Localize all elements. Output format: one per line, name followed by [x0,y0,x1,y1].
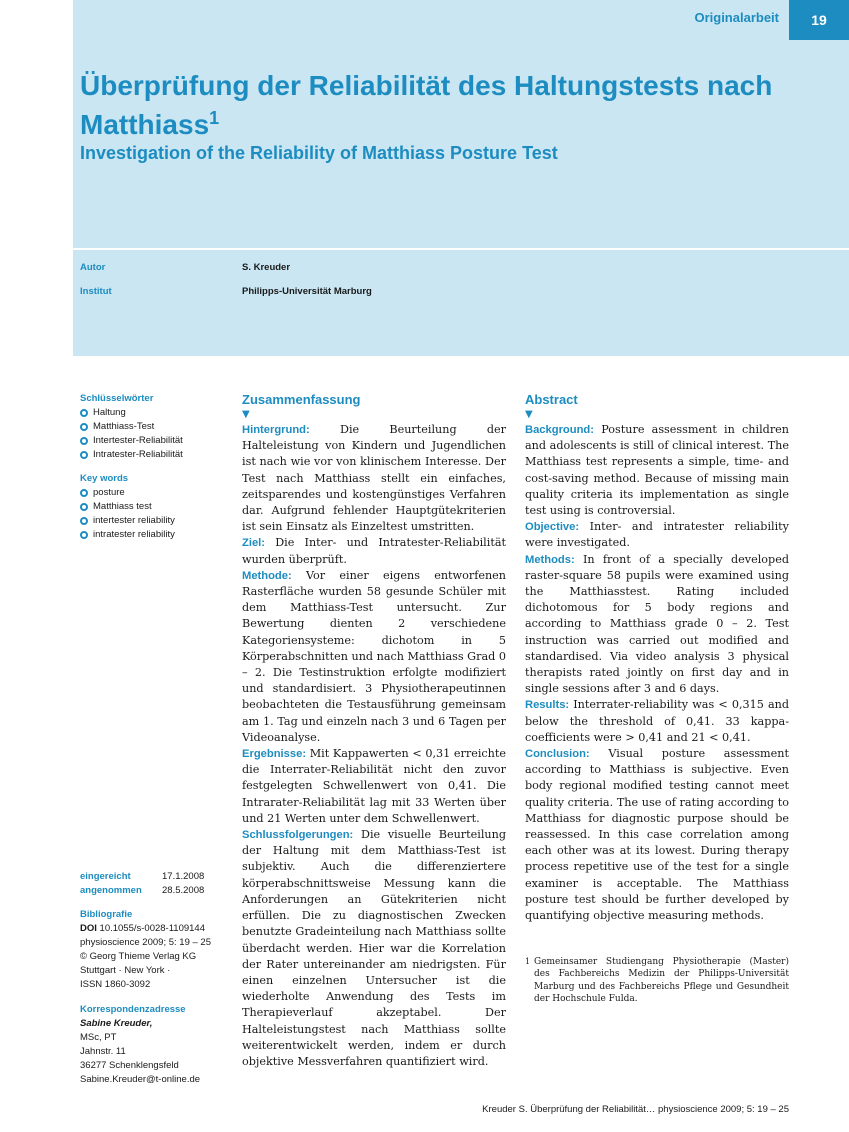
bullet-circle-icon [80,489,88,497]
bullet-circle-icon [80,517,88,525]
abstract-section-label: Results: [525,699,570,712]
submitted-label: eingereicht [80,871,131,882]
bullet-circle-icon [80,531,88,539]
accepted-label: angenommen [80,885,142,896]
publisher-place: Stuttgart · New York · [80,965,171,976]
correspondence-email: Sabine.Kreuder@t-online.de [80,1074,201,1085]
keyword-text: Intertester-Reliabilität [93,435,183,446]
article-title-en: Investigation of the Reliability of Matthiass Posture Test [80,143,558,163]
issn: ISSN 1860-3092 [80,979,151,990]
running-footer: Kreuder S. Überprüfung der Reliabilität… physioscience 2009; 5: 19 – 25 [482,1104,789,1115]
correspondence-name: Sabine Kreuder, [80,1018,153,1029]
bullet-circle-icon [80,423,88,431]
publisher: © Georg Thieme Verlag KG [80,951,197,962]
zusammenfassung-column [242,392,506,1070]
section-label: Originalarbeit [694,10,779,25]
bibliography-heading: Bibliografie [80,909,133,920]
keywords-en-heading: Key words [80,473,129,484]
doi-label: DOI [80,923,97,934]
keyword-text: posture [93,487,125,498]
correspondence-heading: Korrespondenzadresse [80,1004,186,1015]
submitted-date: 17.1.2008 [162,871,205,882]
bullet-circle-icon [80,409,88,417]
abstract-column [525,392,789,924]
abstract-section-text: Die Beurteilung der Halteleistung von Kindern und Jugendlichen ist nach wie vor von klinischem Interesse. Der Test nach Matthiass stellt ein einfaches, zeitsparendes und kostengünstiges Verfahren dar. Aufgrund fehlender Hauptgütekriterien ist sein Einsatz als Einzeltest umstritten. [242,423,506,534]
abstract-section-text: Posture assessment in children and adolescents is still of clinical interest. The Matthiass test represents a simple, time- and cost-saving method. Because of missing main quality criteria its implementation as single test using is controversial. [525,423,789,518]
correspondence [80,1003,230,1087]
accepted-date: 28.5.2008 [162,885,205,896]
author-name: S. Kreuder [242,262,291,273]
abstract-paragraph [525,746,789,924]
article-title-de [80,70,820,141]
keyword-item [80,486,175,500]
doi-value: 10.1055/s-0028-1109144 [99,923,206,934]
keyword-item [80,514,175,528]
abstract-paragraph [525,552,789,698]
abstract-section-label: Schlussfolgerungen: [242,829,354,842]
page-number: 19 [789,0,849,40]
abstract-section-text: Die visuelle Beurteilung der Haltung mit dem Matthiass-Test ist subjektiv. Auch die differenziertere körperabschnittsweise Messung kann die Anforderungen an Gütekriterien nicht erfüllen. Die zu diagnostischen Zwecken benutzte Gradeinteilung nach Matthiass sollte überdacht werden. Hier war die Korrelation der Rater untereinander am niedrigsten. Für einen einzelnen Untersucher ist die wiederholte Anwendung des Tests im Therapieverlauf akzeptabel. Der Halteleistungstest nach Matthiass sollte weiterentwickelt werden, indem er durch objektive Messverfahren quantifiziert wird. [242,828,507,1068]
bullet-circle-icon [80,437,88,445]
abstract-section-label: Background: [525,424,594,436]
abstract-paragraph [242,827,506,1070]
abstract-section-label: Methode: [242,569,292,582]
meta-band [73,250,849,356]
keyword-text: Intratester-Reliabilität [93,449,183,460]
keyword-item [80,500,175,514]
bullet-circle-icon [80,503,88,511]
triangle-down-icon: ▼ [242,409,250,420]
submission-dates [80,870,204,898]
keyword-item [80,406,183,420]
abstract-paragraph [242,422,506,535]
abstract-paragraph [525,697,789,746]
abstract-section-label: Objective: [525,521,580,534]
correspondence-city: 36277 Schenklengsfeld [80,1060,179,1071]
keyword-text: intertester reliability [93,515,175,526]
keyword-item [80,528,175,542]
keyword-item [80,448,183,462]
abstract-paragraph [242,746,506,827]
correspondence-street: Jahnstr. 11 [80,1046,126,1057]
keywords-en [80,472,175,542]
journal-ref: physioscience 2009; 5: 19 – 25 [80,937,211,948]
abstract-paragraph [242,568,506,746]
abstract-section-label: Methods: [525,553,575,566]
institute-name: Philipps-Universität Marburg [242,286,372,297]
abstract-section-label: Conclusion: [525,748,590,761]
footnote-mark: 1 [525,957,531,966]
abstract-section-label: Hintergrund: [242,424,310,436]
abstract-section-text: Inter- and intratester reliability were investigated. [525,520,789,550]
abstract-section-text: Visual posture assessment according to Matthiass is subjective. Even body regional modified testing cannot meet quality criteria. The use of rating according to Matthiass for diagnostic purpose should be reassessed. In this case correlation among each other was at its lowest. During therapy process repetitive use of the test for a single examiner is acceptable. The Matthiass posture test should be further developed by quantifying objective measuring methods. [525,747,789,923]
triangle-down-icon: ▼ [525,409,533,420]
keyword-item [80,420,183,434]
abstract-section-text: In front of a specially developed raster-square 58 pupils were examined using the Matthiasstest. Rating included dichotomous for 5 body regions and according to Matthiass grade 0 – 2. Test instruction was carried out modified and standardised. Via video analysis 3 physical therapists rated jointly on first day and in single sessions after 3 and 6 days. [525,552,789,696]
zusammenfassung-heading: Zusammenfassung [242,392,361,407]
abstract-section-text: Die Inter- und Intratester-Reliabilität wurden überprüft. [242,536,506,566]
keyword-text: intratester reliability [93,529,175,540]
keyword-text: Matthiass-Test [93,421,155,432]
keyword-text: Matthiass test [93,501,152,512]
footnote [525,956,789,1006]
keywords-de-heading: Schlüsselwörter [80,393,154,404]
keyword-item [80,434,183,448]
title-footnote-mark: 1 [209,108,220,128]
keyword-text: Haltung [93,407,126,418]
bullet-circle-icon [80,451,88,459]
abstract-section-label: Ergebnisse: [242,748,307,761]
author-label: Autor [80,262,106,273]
abstract-paragraph [525,422,789,519]
doi-line [80,922,230,936]
abstract-paragraph [242,535,506,567]
abstract-section-text: Vor einer eigens entworfenen Rasterfläche wurden 58 gesunde Schüler mit dem Matthiass-Test untersucht. Zur Bewertung dienten 2 verschiedene Kategoriensysteme: dichotom in 5 Körperabschnitten und nach Matthiass Grad 0 – 2. Die Testinstruktion erfolgte modifiziert und standardisiert. 3 Physiotherapeutinnen beobachteten die Testausführung gemeinsam am 1. Tag und einzeln nach 3 und 6 Tagen per Videoanalyse. [242,568,506,744]
keywords-de [80,392,183,462]
footnote-text: Gemeinsamer Studiengang Physiotherapie (Master) des Fachbereichs Medizin der Philipps-Universität Marburg und des Fachbereichs Pflege und Gesundheit der Hochschule Fulda. [534,957,789,1005]
article-title-de-text: Überprüfung der Reliabilität des Haltungstests nach Matthiass [80,70,773,140]
institute-label: Institut [80,286,112,297]
abstract-heading: Abstract [525,392,578,407]
abstract-paragraph [525,519,789,551]
bibliography [80,908,230,992]
correspondence-title: MSc, PT [80,1032,117,1043]
abstract-section-text: Interrater-reliability was < 0,315 and below the threshold of 0,41. 33 kappa-coefficients were > 0,41 and 21 < 0,41. [525,698,789,744]
abstract-section-text: Mit Kappawerten < 0,31 erreichte die Interrater-Reliabilität nicht den zuvor festgelegten Schwellenwert von 0,41. Die Intrarater-Reliabilität lag mit 33 Werten über und 21 Werten unter dem Schwellenwert. [242,747,507,825]
abstract-section-label: Ziel: [242,537,265,550]
